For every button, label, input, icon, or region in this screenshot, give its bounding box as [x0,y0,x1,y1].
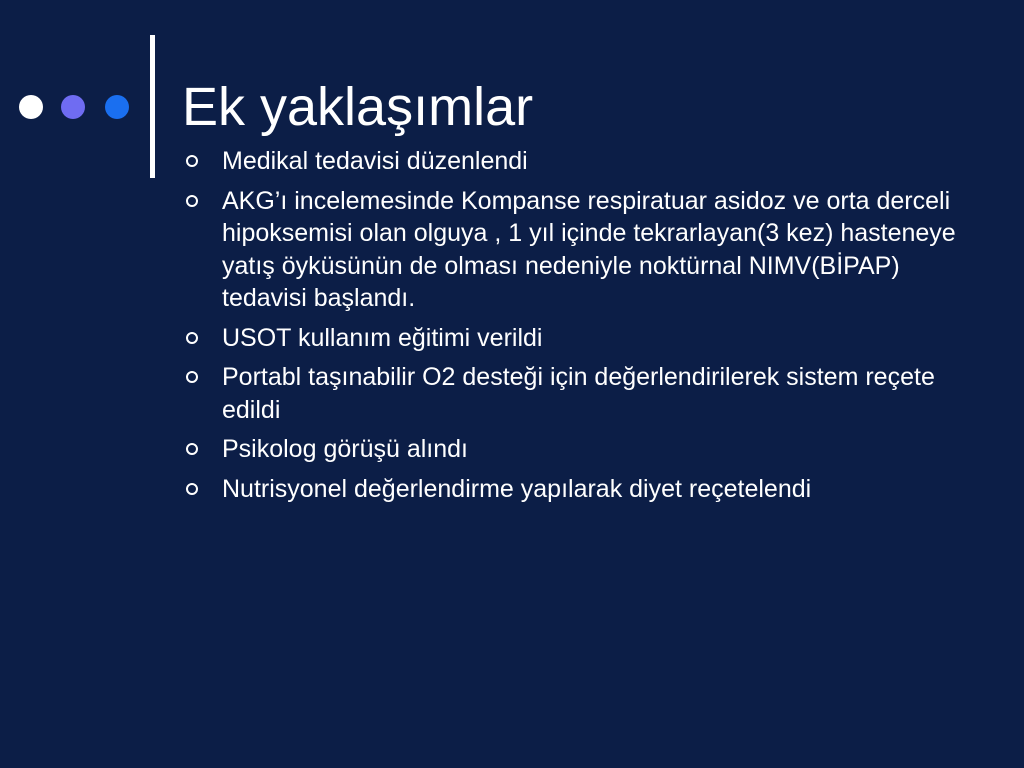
bullet-text: USOT kullanım eğitimi verildi [222,323,543,352]
bullet-text: Medikal tedavisi düzenlendi [222,147,528,175]
bullet-item [182,361,962,426]
blue-dot-decoration [105,95,129,119]
bullet-text: Nutrisyonel değerlendirme yapılarak diyet reçetelendi [222,474,812,503]
bullet-text: Portabl taşınabilir O2 desteği için değerlendirilerek sistem reçete edildi [222,363,935,424]
hollow-circle-bullet-icon [186,371,198,383]
hollow-circle-bullet-icon [186,443,198,455]
bullet-text: Psikolog görüşü alındı [222,435,468,463]
slide-title: Ek yaklaşımlar [182,77,534,137]
hollow-circle-bullet-icon [186,483,198,495]
purple-dot-decoration [61,95,85,119]
bullet-item [182,185,962,315]
vertical-divider-line [150,35,155,178]
hollow-circle-bullet-icon [186,332,198,344]
bullet-list [182,145,962,512]
bullet-item [182,322,962,355]
hollow-circle-bullet-icon [186,195,198,207]
hollow-circle-bullet-icon [186,155,198,167]
bullet-item [182,473,962,506]
white-dot-decoration [19,95,43,119]
bullet-text: AKG’ı incelemesinde Kompanse respiratuar asidoz ve orta derceli hipoksemisi olan olguya , 1 yıl içinde tekrarlayan(3 kez) hasteneye yatış öyküsünün de olması nedeniyle noktürnal NIMV(BİPAP) tedavisi başlandı. [222,186,956,312]
bullet-item [182,433,962,466]
bullet-item [182,145,962,178]
